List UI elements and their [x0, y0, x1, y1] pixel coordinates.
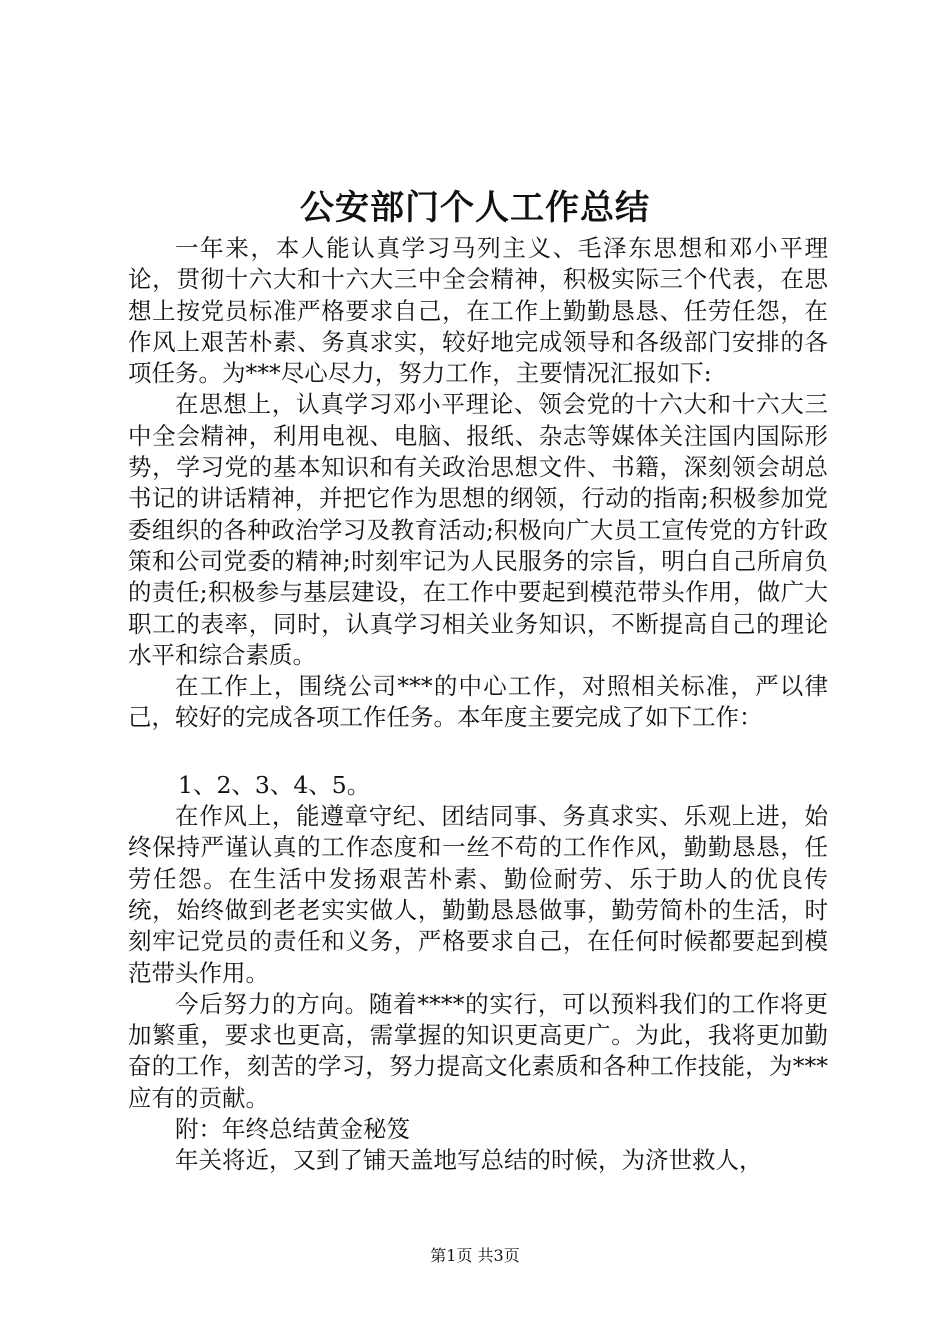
page-footer: 第1页 共3页 [430, 1246, 520, 1265]
paragraph-future: 今后努力的方向。随着****的实行，可以预料我们的工作将更加繁重，要求也更高，需掌握的知识更高更广。为此，我将更加勤奋的工作，刻苦的学习，努力提高文化素质和各种工作技能，为***应有的贡献。 [128, 989, 828, 1112]
paragraph-work: 在工作上，围绕公司***的中心工作，对照相关标准，严以律己，较好的完成各项工作任务。本年度主要完成了如下工作： [128, 672, 828, 732]
paragraph-style: 在作风上，能遵章守纪、团结同事、务真求实、乐观上进，始终保持严谨认真的工作态度和一丝不苟的工作作风，勤勤恳恳，任劳任怨。在生活中发扬艰苦朴素、勤俭耐劳、乐于助人的优良传统，始终做到老老实实做人，勤勤恳恳做事，勤劳简朴的生活，时刻牢记党员的责任和义务，严格要求自己，在任何时候都要起到模范带头作用。 [128, 802, 828, 987]
paragraph-thought: 在思想上，认真学习邓小平理论、领会党的十六大和十六大三中全会精神，利用电视、电脑、报纸、杂志等媒体关注国内国际形势，学习党的基本知识和有关政治思想文件、书籍，深刻领会胡总书记的讲话精神，并把它作为思想的纲领，行动的指南;积极参加党委组织的各种政治学习及教育活动;积极向广大员工宣传党的方针政策和公司党委的精神;时刻牢记为人民服务的宗旨，明白自己所肩负的责任;积极参与基层建设，在工作中要起到模范带头作用，做广大职工的表率，同时，认真学习相关业务知识，不断提高自己的理论水平和综合素质。 [128, 390, 828, 669]
paragraph-work-list: 1、2、3、4、5。 [178, 770, 371, 799]
document-title: 公安部门个人工作总结 [300, 188, 650, 228]
document-body [128, 233, 828, 1177]
paragraph-appendix-text: 年关将近，又到了铺天盖地写总结的时候，为济世救人， [175, 1146, 763, 1175]
paragraph-intro: 一年来，本人能认真学习马列主义、毛泽东思想和邓小平理论，贯彻十六大和十六大三中全会精神，积极实际三个代表，在思想上按党员标准严格要求自己，在工作上勤勤恳恳、任劳任怨，在作风上艰苦朴素、务真求实，较好地完成领导和各级部门安排的各项任务。为***尽心尽力，努力工作，主要情况汇报如下: [128, 234, 828, 388]
paragraph-appendix-heading: 附：年终总结黄金秘笈 [175, 1115, 410, 1144]
